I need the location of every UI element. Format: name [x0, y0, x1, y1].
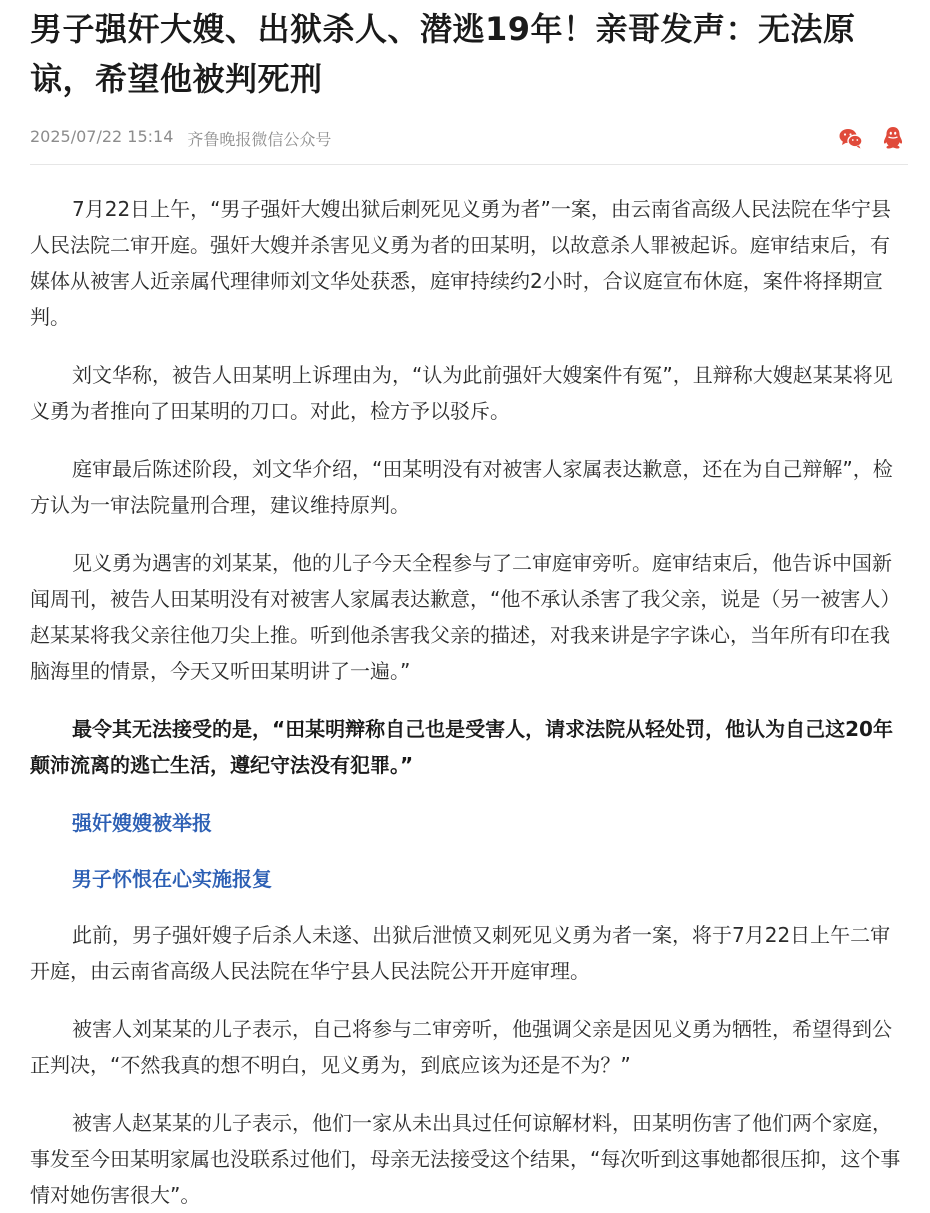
paragraph: 见义勇为遇害的刘某某，他的儿子今天全程参与了二审庭审旁听。庭审结束后，他告诉中国新闻周刊，被告人田某明没有对被害人家属表达歉意，“他不承认杀害了我父亲，说是（另一被害人）赵某某将我父亲往他刀尖上推。听到他杀害我父亲的描述，对我来讲是字字诛心，当年所有印在我脑海里的情景，今天又听田某明讲了一遍。”: [30, 551, 901, 683]
publish-date: 2025/07/22 15:14: [30, 126, 174, 146]
meta-info: [30, 127, 331, 150]
source-name[interactable]: 齐鲁晚报微信公众号: [187, 129, 332, 149]
share-bar: [838, 125, 908, 151]
paragraph: 被害人刘某某的儿子表示，自己将参与二审旁听，他强调父亲是因见义勇为牺牲，希望得到公正判决，“不然我真的想不明白，见义勇为，到底应该为还是不为？”: [30, 1017, 892, 1077]
paragraph: 7月22日上午，“男子强奸大嫂出狱后刺死见义勇为者”一案，由云南省高级人民法院在华宁县人民法院二审开庭。强奸大嫂并杀害见义勇为者的田某明，以故意杀人罪被起诉。庭审结束后，有媒体从被害人近亲属代理律师刘文华处获悉，庭审持续约2小时，合议庭宣布休庭，案件将择期宣判。: [30, 197, 891, 329]
wechat-icon[interactable]: [838, 125, 864, 151]
article-body: [30, 191, 908, 1213]
qq-icon[interactable]: [880, 125, 906, 151]
paragraph: 被害人赵某某的儿子表示，他们一家从未出具过任何谅解材料，田某明伤害了他们两个家庭，事发至今田某明家属也没联系过他们，母亲无法接受这个结果，“每次听到这事她都很压抑，这个事情对她伤害很大”。: [30, 1111, 901, 1207]
section-subheading: 男子怀恨在心实施报复: [72, 867, 272, 891]
paragraph: 此前，男子强奸嫂子后杀人未遂、出狱后泄愤又刺死见义勇为者一案，将于7月22日上午二审开庭，由云南省高级人民法院在华宁县人民法院公开开庭审理。: [30, 923, 891, 983]
article-title: 男子强奸大嫂、出狱杀人、潜逃19年！亲哥发声：无法原谅，希望他被判死刑: [30, 10, 856, 98]
paragraph: 刘文华称，被告人田某明上诉理由为，“认为此前强奸大嫂案件有冤”，且辩称大嫂赵某某将见义勇为者推向了田某明的刀口。对此，检方予以驳斥。: [30, 363, 893, 423]
paragraph: 庭审最后陈述阶段，刘文华介绍，“田某明没有对被害人家属表达歉意，还在为自己辩解”，检方认为一审法院量刑合理，建议维持原判。: [30, 457, 893, 517]
article-meta: [30, 122, 908, 165]
bold-paragraph: 最令其无法接受的是，“田某明辩称自己也是受害人，请求法院从轻处罚，他认为自己这20年颠沛流离的逃亡生活，遵纪守法没有犯罪。”: [30, 717, 893, 777]
section-subheading: 强奸嫂嫂被举报: [72, 811, 212, 835]
